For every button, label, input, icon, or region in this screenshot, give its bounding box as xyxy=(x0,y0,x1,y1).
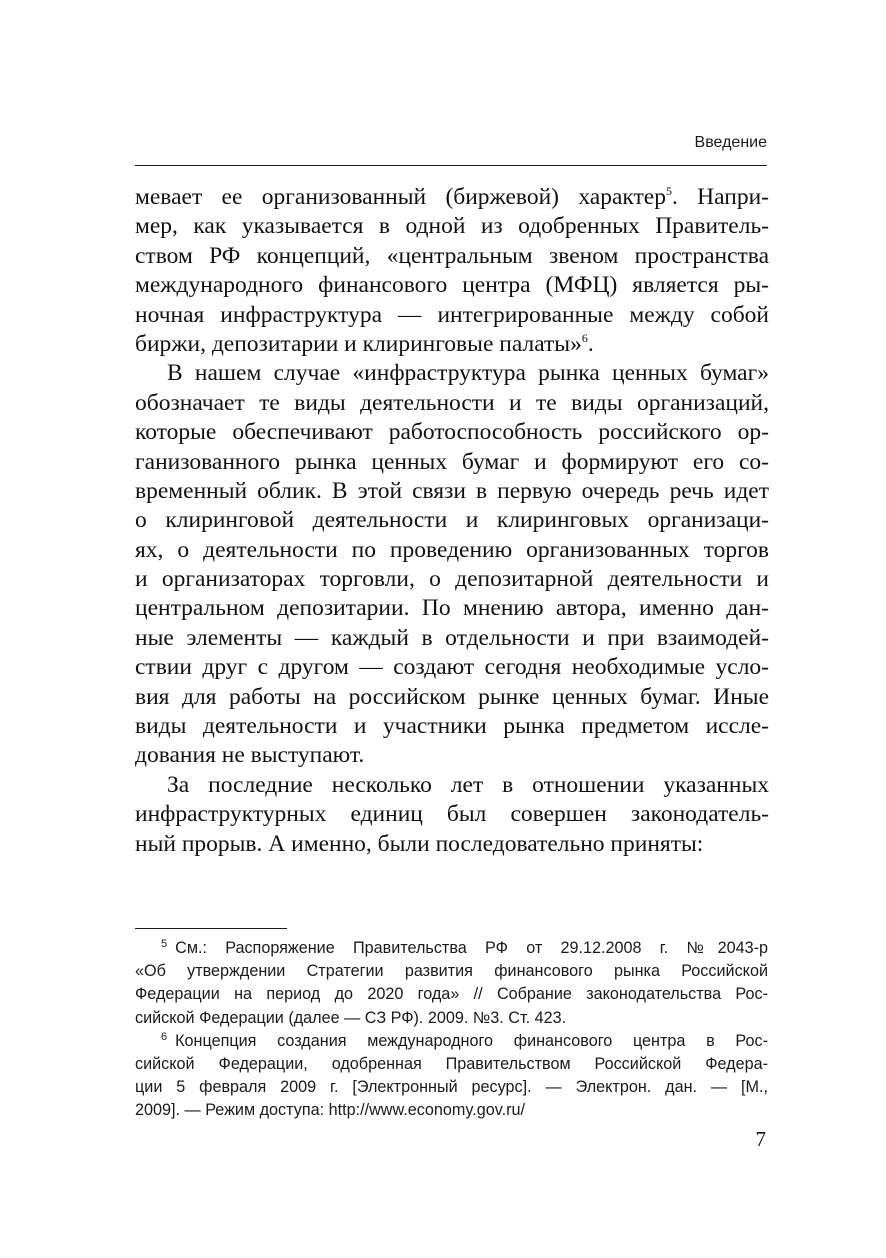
running-header-title: Введение xyxy=(694,134,767,151)
body-line: мевает ее организованный (биржевой) характер$^5$. Напри- xyxy=(135,184,770,210)
body-line: вия для работы на российском рынке ценных бумаг. Иные xyxy=(135,683,769,710)
page-number: 7 xyxy=(755,1127,766,1151)
body-line: дования не выступают. xyxy=(135,742,365,769)
body-line: о клиринговой деятельности и клиринговых организаци- xyxy=(135,507,769,534)
body-line: центральном депозитарии. По мнению автора, именно дан- xyxy=(135,595,769,622)
footnote-line: $^5$ См.: Распоряжение Правительства РФ от 29.12.2008 г. №2043-р xyxy=(161,938,768,957)
footnote-separator xyxy=(135,928,287,929)
body-line: В нашем случае «инфраструктура рынка ценных бумаг» xyxy=(167,360,769,387)
body-line: инфраструктурных единиц был совершен законодатель- xyxy=(135,801,769,828)
footnote-line: ции 5 февраля 2009 г. [Электронный ресурс]. — Электрон. дан. — [М., xyxy=(135,1078,768,1097)
body-line: ные элементы — каждый в отдельности и при взаимодей- xyxy=(135,624,769,651)
body-line: ный прорыв. А именно, были последовательно приняты: xyxy=(135,830,704,857)
footnote-line: сийской Федерации, одобренная Правительством Российской Федера- xyxy=(135,1054,768,1073)
footnote-number: 5 xyxy=(161,938,168,950)
body-line: ствии друг с другом — создают сегодня необходимые усло- xyxy=(135,654,769,681)
body-line: ством РФ концепций, «центральным звеном пространства xyxy=(135,242,769,269)
footnote-line: $^6$ Концепция создания международного финансового центра в Рос- xyxy=(161,1030,768,1050)
footnote-reference[interactable]: 6 xyxy=(581,330,588,345)
body-line: ганизованного рынка ценных бумаг и формируют его со- xyxy=(135,448,769,475)
body-line: биржи, депозитарии и клиринговые палаты»$^6$. xyxy=(135,330,594,357)
body-line: и организаторах торговли, о депозитарной деятельности и xyxy=(135,566,769,593)
body-line: ях, о деятельности по проведению организованных торгов xyxy=(135,536,769,563)
body-line: которые обеспечивают работоспособность российского ор- xyxy=(135,419,769,446)
body-line: За последние несколько лет в отношении указанных xyxy=(167,771,769,798)
footnote-line: «Об утверждении Стратегии развития финансового рынка Российской xyxy=(135,962,768,981)
footnote-line: 2009]. — Режим доступа: http://www.economy.gov.ru/ xyxy=(135,1101,526,1120)
body-line: временный облик. В этой связи в первую очередь речь идет xyxy=(135,477,769,504)
footnote-reference[interactable]: 5 xyxy=(665,184,672,198)
body-line: обозначает те виды деятельности и те виды организаций, xyxy=(135,389,769,416)
footnote-number: 6 xyxy=(161,1030,168,1043)
main-text xyxy=(135,183,769,859)
body-line: ночная инфраструктура — интегрированные между собой xyxy=(135,301,769,328)
footnotes xyxy=(135,937,768,1123)
body-line: международного финансового центра (МФЦ) является ры- xyxy=(135,272,769,299)
header-rule xyxy=(135,165,767,166)
body-line: мер, как указывается в одной из одобренных Правитель- xyxy=(135,213,769,240)
footnote-line: сийской Федерации (далее — СЗ РФ). 2009. №3. Ст. 423. xyxy=(135,1008,567,1027)
body-line: виды деятельности и участники рынка предметом иссле- xyxy=(135,713,769,740)
footnote-line: Федерации на период до 2020 года» // Собрание законодательства Рос- xyxy=(135,985,768,1004)
